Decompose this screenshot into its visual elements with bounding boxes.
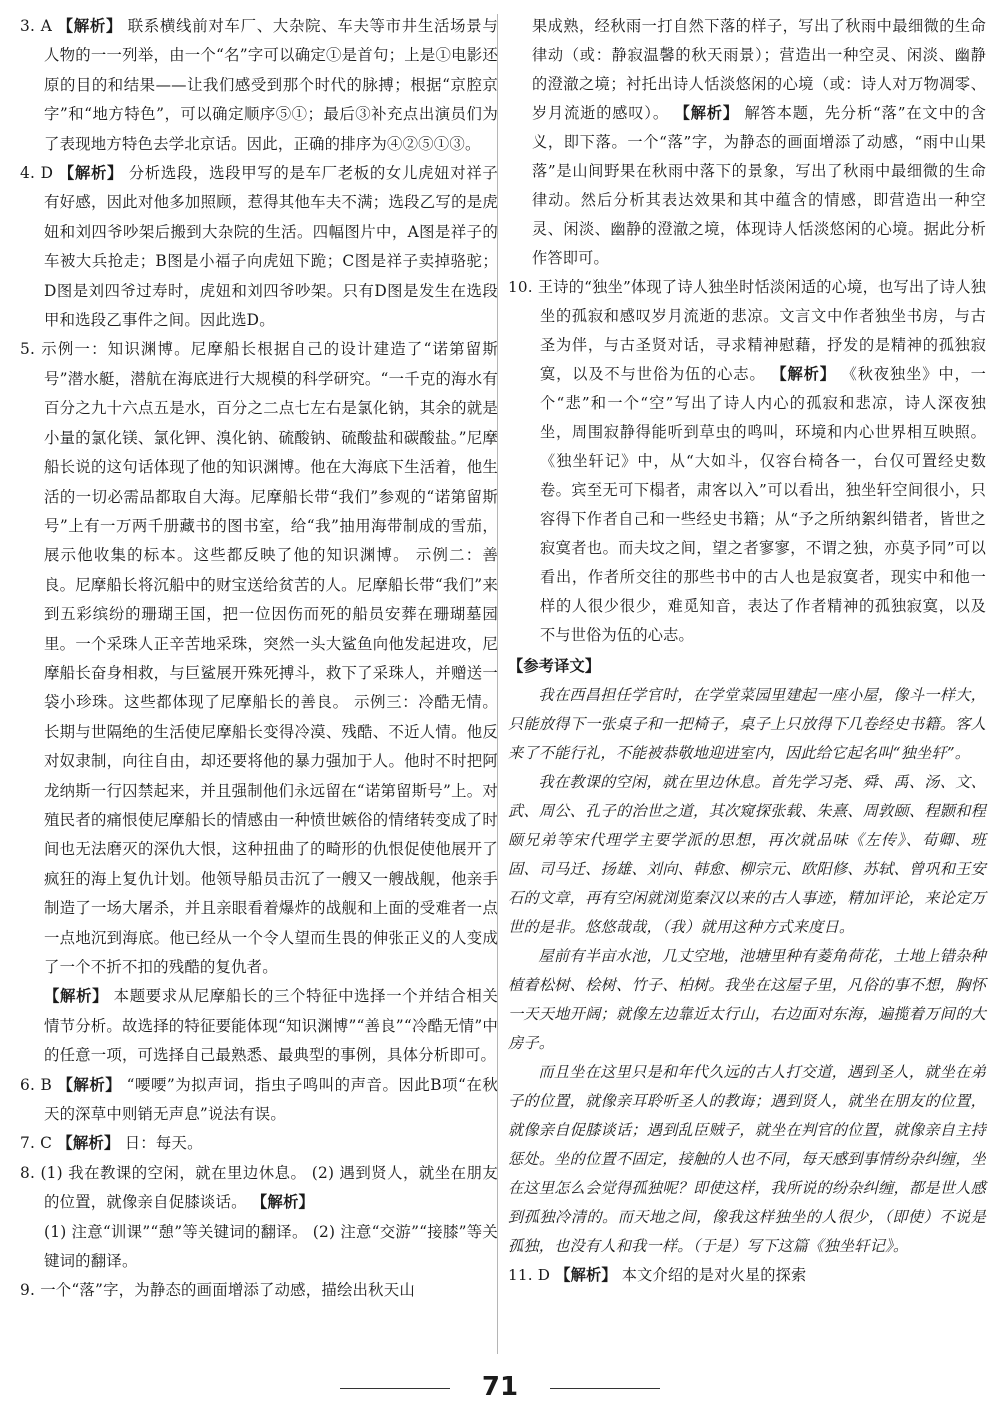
analysis-tag: 【解析】 xyxy=(674,104,739,122)
translation-paragraph: 而且坐在这里只是和年代久远的古人打交道，遇到圣人，就坐在弟子的位置，就像亲耳聆听圣人的教诲；遇到贤人，就坐在朋友的位置，就像亲自促膝谈话；遇到乱臣贼子，就坐在判官的位置，就像亲自主持惩处。坐的位置不固定，接触的人也不同，每天感到事情纷杂纠缠，坐在这里怎么会觉得孤独呢？即使这样，我所说的纷杂纠缠，都是世人感到孤独冷清的。而天地之间，像我这样独坐的人很少，（即使）不说是孤独，也没有人和我一样。（于是）写下这篇《独坐轩记》。 xyxy=(508,1063,986,1255)
answer-4 xyxy=(20,159,498,335)
analysis-tag: 【解析】 xyxy=(57,1134,120,1153)
right-column xyxy=(508,12,986,1290)
answer-8 xyxy=(20,1159,498,1218)
analysis-tag: 【解析】 xyxy=(57,1075,122,1094)
answer-text: 本文介绍的是对火星的探索 xyxy=(616,1266,807,1284)
answer-10 xyxy=(508,273,986,650)
analysis-tag: 【解析】 xyxy=(58,164,124,183)
answer-text: 日：每天。 xyxy=(119,1134,203,1153)
translation-paragraph: 我在教课的空闲，就在里边休息。首先学习尧、舜、禹、汤、文、武、周公、孔子的治世之道，其次窥探张载、朱熹、周敦颐、程颢和程颐兄弟等宋代理学主要学派的思想，再次就品味《左传》、荀卿、班固、司马迁、扬雄、刘向、韩愈、柳宗元、欧阳修、苏轼、曾巩和王安石的文章，再有空闲就浏览秦汉以来的古人事迹，精加评论，来论定万世的是非。悠悠哉哉，（我）就用这种方式来度日。 xyxy=(508,773,986,936)
page-footer xyxy=(0,1372,1000,1402)
analysis-tag: 【解析】 xyxy=(771,365,836,383)
analysis-text: 本题要求从尼摩船长的三个特征中选择一个并结合相关情节分析。故选择的特征要能体现“知识渊博”“善良”“冷酷无情”中的任意一项，可选择自己最熟悉、最典型的事例，具体分析即可。 xyxy=(44,987,498,1065)
answer-label: 10. xyxy=(508,278,538,296)
left-column xyxy=(20,12,498,1306)
answer-label: 8. xyxy=(20,1163,41,1182)
answer-label: 9. xyxy=(20,1281,41,1300)
answer-text: 一个“落”字，为静态的画面增添了动感，描绘出秋天山 xyxy=(40,1281,415,1300)
answer-text: 联系横线前对车厂、大杂院、车夫等市井生活场景与人物的一一列举，由一个“名”字可以确定①是首句；上是①电影还原的目的和结果——让我们感受到那个时代的脉搏；根据“京腔京字”和“地方特色”，可以确定顺序⑤①；最后③补充点出演员们为了表现地方特色去学北京话。因此，正确的排序为④②⑤①③。 xyxy=(44,17,498,153)
translation-paragraph: 屋前有半亩水池，几丈空地，池塘里种有菱角荷花，土地上错杂种植着松树、桧树、竹子、柏树。我坐在这屋子里，凡俗的事不想，胸怀一天天地开阔；就像左边靠近太行山，右边面对东海，遍揽着万间的大房子。 xyxy=(508,947,986,1052)
answer-label: 4. D xyxy=(20,164,59,183)
translation-paragraph: 我在西昌担任学官时，在学堂菜园里建起一座小屋，像斗一样大，只能放得下一张桌子和一把椅子，桌子上只放得下几卷经史书籍。客人来了不能行礼，不能被恭敬地迎进室内，因此给它起名叫“独坐轩”。 xyxy=(508,686,986,762)
analysis-text: 解答本题，先分析“落”在文中的含义，即下落。一个“落”字，为静态的画面增添了动感，“雨中山果落”是山间野果在秋雨中落下的景象，写出了秋雨中最细微的生命律动。然后分析其表达效果和其中蕴含的情感，即营造出一种空灵、闲淡、幽静的澄澈之境，体现诗人恬淡悠闲的心境。据此分析作答即可。 xyxy=(532,104,986,267)
answer-text: 果成熟，经秋雨一打自然下落的样子，写出了秋雨中最细微的生命律动（或：静寂温馨的秋天雨景）；营造出一种空灵、闲淡、幽静的澄澈之境；衬托出诗人恬淡悠闲的心境（或：诗人对万物凋零、岁月流逝的感叹）。 xyxy=(532,17,986,122)
answer-text: 分析选段，选段甲写的是车厂老板的女儿虎妞对祥子有好感，因此对他多加照顾，惹得其他车夫不满；选段乙写的是虎妞和刘四爷吵架后搬到大杂院的生活。四幅图片中，A图是祥子的车被大兵抢走；B图是小福子向虎妞下跪；C图是祥子卖掉骆驼；D图是刘四爷过寿时，虎妞和刘四爷吵架。只有D图是发生在选段甲和选段乙事件之间。因此选D。 xyxy=(44,164,498,330)
answer-8-analysis xyxy=(20,1218,498,1277)
answer-label: 5. xyxy=(20,340,42,359)
answer-3 xyxy=(20,12,498,159)
analysis-text: (1) 注意“训课”“憩”等关键词的翻译。 (2) 注意“交游”“接膝”等关键词的翻译。 xyxy=(44,1222,498,1271)
column-divider xyxy=(497,14,498,1354)
answer-text: “喓喓”为拟声词，指虫子鸣叫的声音。因此B项“在秋天的深草中则销无声息”说法有误。 xyxy=(44,1075,498,1124)
answer-11 xyxy=(508,1261,986,1290)
answer-label: 7. C xyxy=(20,1134,58,1153)
analysis-tag: 【解析】 xyxy=(251,1193,315,1212)
footer-rule-right xyxy=(550,1388,660,1389)
answer-text: (1) 我在教课的空闲，就在里边休息。 (2) 遇到贤人，就坐在朋友的位置，就像亲自促膝谈话。 xyxy=(40,1163,498,1212)
answer-text: 示例一：知识渊博。尼摩船长根据自己的设计建造了“诺第留斯号”潜水艇，潜航在海底进行大规模的科学研究。“一千克的海水有百分之九十六点五是水，百分之二点七左右是氯化钠，其余的就是小量的氯化镁、氯化钾、溴化钠、硫酸钠、硫酸盐和碳酸盐。”尼摩船长说的这句话体现了他的知识渊博。他在大海底下生活着，他生活的一切必需品都取自大海。尼摩船长带“我们”参观的“诺第留斯号”上有一万两千册藏书的图书室，给“我”抽用海带制成的雪茄，展示他收集的标本。这些都反映了他的知识渊博。 示例二：善良。尼摩船长将沉船中的财宝送给贫苦的人。尼摩船长带“我们”来到五彩缤纷的珊瑚王国，把一位因伤而死的船员安葬在珊瑚墓园里。一个采珠人正辛苦地采珠，突然一头大鲨鱼向他发起进攻，尼摩船长奋身相救，与巨鲨展开殊死搏斗，救下了采珠人，并赠送一袋小珍珠。这些都体现了尼摩船长的善良。 示例三：冷酷无情。长期与世隔绝的生活使尼摩船长变得冷漠、残酷、不近人情。他反对奴隶制，向往自由，却还要将他的暴力强加于人。他时不时把阿龙纳斯一行囚禁起来，并且强制他们永远留在“诺第留斯号”上。对殖民者的痛恨使尼摩船长的情感由一种愤世嫉俗的情绪转变成了时间也无法磨灭的深仇大恨，这种扭曲了的畸形的仇恨促使他展开了疯狂的海上复仇计划。他领导船员击沉了一艘又一艘战舰，他亲手制造了一场大屠杀，并且亲眼看着爆炸的战舰和上面的受难者一点一点地沉到海底。他已经从一个令人望而生畏的伸张正义的人变成了一个不折不扣的残酷的复仇者。 xyxy=(41,340,499,976)
footer-rule-left xyxy=(340,1388,450,1389)
answer-9-continued xyxy=(508,12,986,273)
analysis-tag: 【解析】 xyxy=(555,1266,617,1284)
answer-5-analysis xyxy=(20,982,498,1070)
page-number: 71 xyxy=(481,1372,519,1402)
answer-5 xyxy=(20,335,498,982)
analysis-tag: 【解析】 xyxy=(44,987,109,1006)
answer-label: 6. B xyxy=(20,1075,58,1094)
answer-label: 11. D xyxy=(508,1266,556,1284)
translation-heading: 【参考译文】 xyxy=(508,657,601,675)
answer-6 xyxy=(20,1071,498,1130)
answer-text: 王诗的“独坐”体现了诗人独坐时恬淡闲适的心境，也写出了诗人独坐的孤寂和感叹岁月流逝的悲凉。文言文中作者独坐书房，与古圣为伴，与古圣贤对话，寻求精神慰藉，抒发的是精神的孤独寂寞，以及不与世俗为伍的心志。 xyxy=(537,278,987,383)
analysis-tag: 【解析】 xyxy=(57,17,123,35)
answer-9 xyxy=(20,1276,498,1305)
answer-7 xyxy=(20,1129,498,1158)
answer-label: 3. A xyxy=(20,17,58,35)
analysis-text: 《秋夜独坐》中，一个“悲”和一个“空”写出了诗人内心的孤寂和悲凉，诗人深夜独坐，周围寂静得能听到草虫的鸣叫，环境和内心世界相互映照。《独坐轩记》中，从“大如斗，仅容台椅各一，台仅可置经史数卷。宾至无可下榻者，肃客以入”可以看出，独坐轩空间很小，只容得下作者自己和一些经史书籍；从“予之所纳絮纠错者，皆世之寂寞者也。而夫坟之间，望之者寥寥，不谓之独，亦莫予同”可以看出，作者所交往的那些书中的古人也是寂寞者，现实中和他一样的人很少很少，难觅知音，表达了作者精神的孤独寂寞，以及不与世俗为伍的心志。 xyxy=(540,365,986,644)
